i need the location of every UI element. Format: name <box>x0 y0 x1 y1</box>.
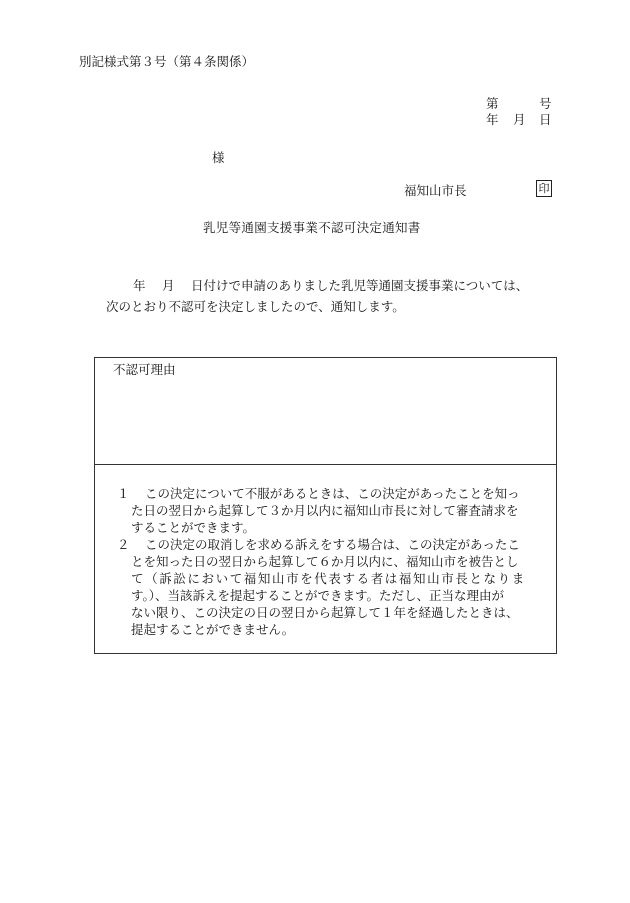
date-month-label: 月 <box>513 112 526 127</box>
document-number-label: 第 <box>486 96 499 111</box>
notice-line: この決定について不服があるときは、この決定があったことを知っ <box>145 486 520 501</box>
notice-number: ２ <box>117 537 130 552</box>
seal-stamp-icon: 印 <box>536 180 552 197</box>
reason-section <box>95 358 556 465</box>
document-title: 乳児等通園支援事業不認可決定通知書 <box>203 220 421 235</box>
reason-label: 不認可理由 <box>113 362 176 377</box>
reason-and-notice-box <box>94 357 557 654</box>
body-text-line-2: 次のとおり不認可を決定しましたので、通知します。 <box>106 299 405 314</box>
notice-line: た日の翌日から起算して３か月以内に福知山市長に対して審査請求を <box>131 503 519 518</box>
notice-line: ない限り、この決定の日の翌日から起算して１年を経過したときは、 <box>131 605 519 620</box>
notice-line: することができます。 <box>131 520 256 535</box>
appeal-notice-section <box>95 465 556 653</box>
issuer-name: 福知山市長 <box>404 183 467 198</box>
notice-line: て（訴訟において福知山市を代表する者は福知山市長となりま <box>131 571 526 586</box>
notice-line: とを知った日の翌日から起算して６か月以内に、福知山市を被告とし <box>131 554 519 569</box>
addressee-honorific: 様 <box>212 150 225 165</box>
notice-number: １ <box>117 486 130 501</box>
document-number-suffix: 号 <box>539 96 552 111</box>
notice-line: 提起することができません。 <box>131 622 295 637</box>
notice-line: す。）、当該訴えを提起することができます。ただし、正当な理由が <box>131 588 505 603</box>
date-year-label: 年 <box>486 112 499 127</box>
form-number: 別記様式第３号（第４条関係） <box>79 54 255 69</box>
notice-line: この決定の取消しを求める訴えをする場合は、この決定があったこ <box>145 537 520 552</box>
body-text-line-1: 年 月 日付けで申請のありました乳児等通園支援事業については、 <box>133 278 529 293</box>
date-day-label: 日 <box>539 112 552 127</box>
